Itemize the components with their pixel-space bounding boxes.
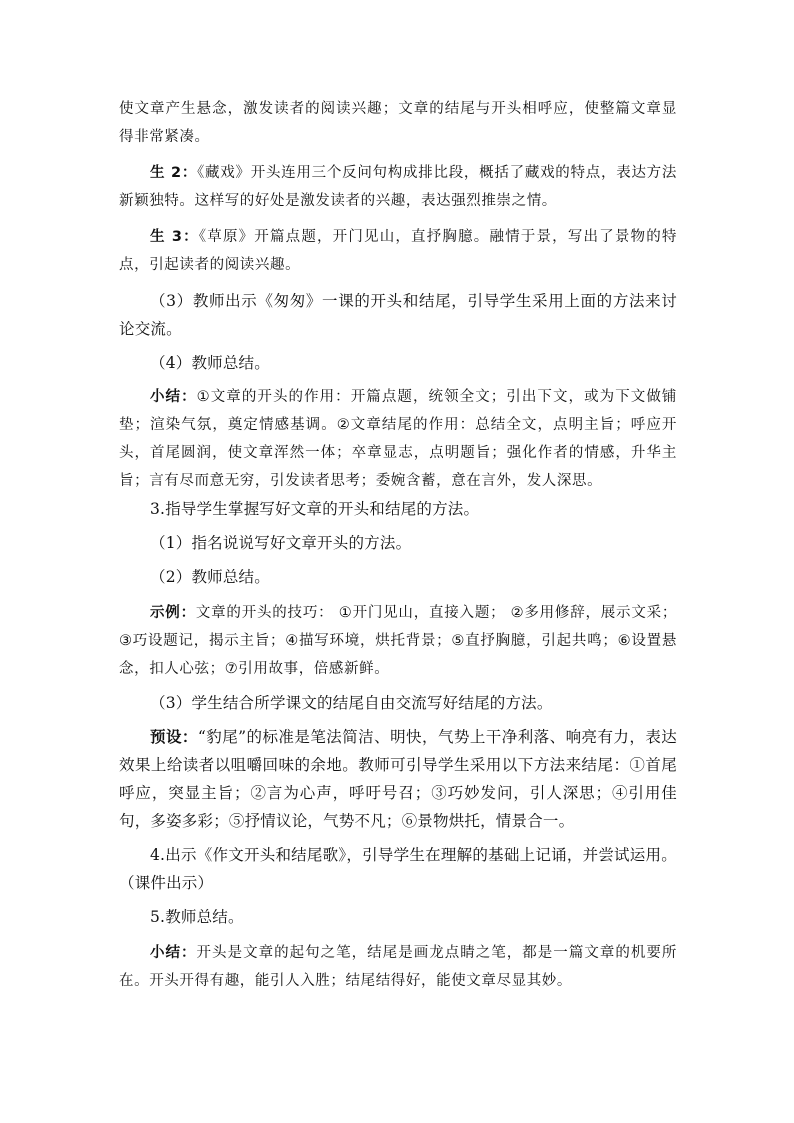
paragraph-text: 文章的开头的技巧： ①开门见山，直接入题； ②多用修辞，展示文采；③巧设题记，揭示主旨；④描写环境，烘托背景；⑤直抒胸臆，引起共鸣；⑥设置悬念，扣人心弦；⑦引用故事，倍感新鲜。: [119, 605, 678, 677]
paragraph-lead: 小结：: [150, 389, 197, 405]
paragraph-text: （1）指名说说写好文章开头的方法。: [150, 534, 412, 552]
paragraph-text: 使文章产生悬念，激发读者的阅读兴趣；文章的结尾与开头相呼应，使整篇文章显得非常紧凑。: [119, 101, 677, 145]
paragraph-lead: 小结：: [150, 945, 197, 961]
paragraph-preset: [119, 723, 677, 835]
paragraph-section-3: [119, 495, 677, 523]
paragraph-text: 开头是文章的起句之笔，结尾是画龙点睛之笔，都是一篇文章的机要所在。开头开得有趣，能引人入胜；结尾结得好，能使文章尽显其妙。: [119, 945, 677, 989]
paragraph-text: “豹尾”的标准是笔法简洁、明快，气势上干净利落、响亮有力，表达效果上给读者以咀嚼回味的余地。教师可引导学生采用以下方法来结尾：①首尾呼应，突显主旨；②言为心声，呼吁号召；③巧妙发问，引人深思；④引用佳句，多姿多彩；⑤抒情议论，气势不凡；⑥景物烘托，情景合一。: [119, 728, 677, 830]
paragraph-step-4: [119, 349, 677, 377]
paragraph-text: （4）教师总结。: [150, 354, 270, 372]
paragraph-text: （3）教师出示《匆匆》一课的开头和结尾，引导学生采用上面的方法来讨论交流。: [119, 292, 677, 338]
paragraph-step-3: [119, 287, 677, 343]
paragraph-section-4: [119, 841, 677, 897]
document-body: [119, 95, 677, 995]
paragraph-student-2: [119, 159, 677, 215]
paragraph-student-3: [119, 223, 677, 279]
paragraph-lead: 预设：: [150, 727, 198, 746]
paragraph-lead: 生 3：: [150, 229, 199, 245]
paragraph-text: （3）学生结合所学课文的结尾自由交流写好结尾的方法。: [150, 694, 553, 712]
paragraph-text: 《草原》开篇点题，开门见山，直抒胸臆。融情于景，写出了景物的特点，引起读者的阅读兴趣。: [119, 229, 677, 273]
paragraph-continuation: [119, 95, 677, 151]
paragraph-text: 《藏戏》开头连用三个反问句构成排比段，概括了藏戏的特点，表达方法新颖独特。这样写的好处是激发读者的兴趣，表达强烈推崇之情。: [119, 165, 677, 209]
paragraph-section-5: [119, 903, 677, 931]
paragraph-step-3b: [119, 689, 677, 717]
paragraph-step-2: [119, 563, 677, 591]
paragraph-lead: 示例：: [150, 605, 196, 621]
paragraph-text: 3.指导学生掌握写好文章的开头和结尾的方法。: [150, 500, 480, 518]
paragraph-summary-2: [119, 939, 677, 995]
paragraph-lead: 生 2：: [150, 165, 198, 181]
paragraph-text: ①文章的开头的作用：开篇点题，统领全文；引出下文，或为下文做铺垫；渲染气氛，奠定情感基调。②文章结尾的作用：总结全文，点明主旨；呼应开头，首尾圆润，使文章浑然一体；卒章显志，点明题旨；强化作者的情感，升华主旨；言有尽而意无穷，引发读者思考；委婉含蓄，意在言外，发人深思。: [119, 389, 677, 489]
paragraph-summary-1: [119, 383, 677, 495]
paragraph-example: [119, 599, 677, 683]
paragraph-text: 4.出示《作文开头和结尾歌》，引导学生在理解的基础上记诵，并尝试运用。（课件出示）: [119, 846, 677, 892]
paragraph-step-1: [119, 529, 677, 557]
paragraph-text: （2）教师总结。: [150, 568, 270, 586]
paragraph-text: 5.教师总结。: [150, 908, 244, 926]
